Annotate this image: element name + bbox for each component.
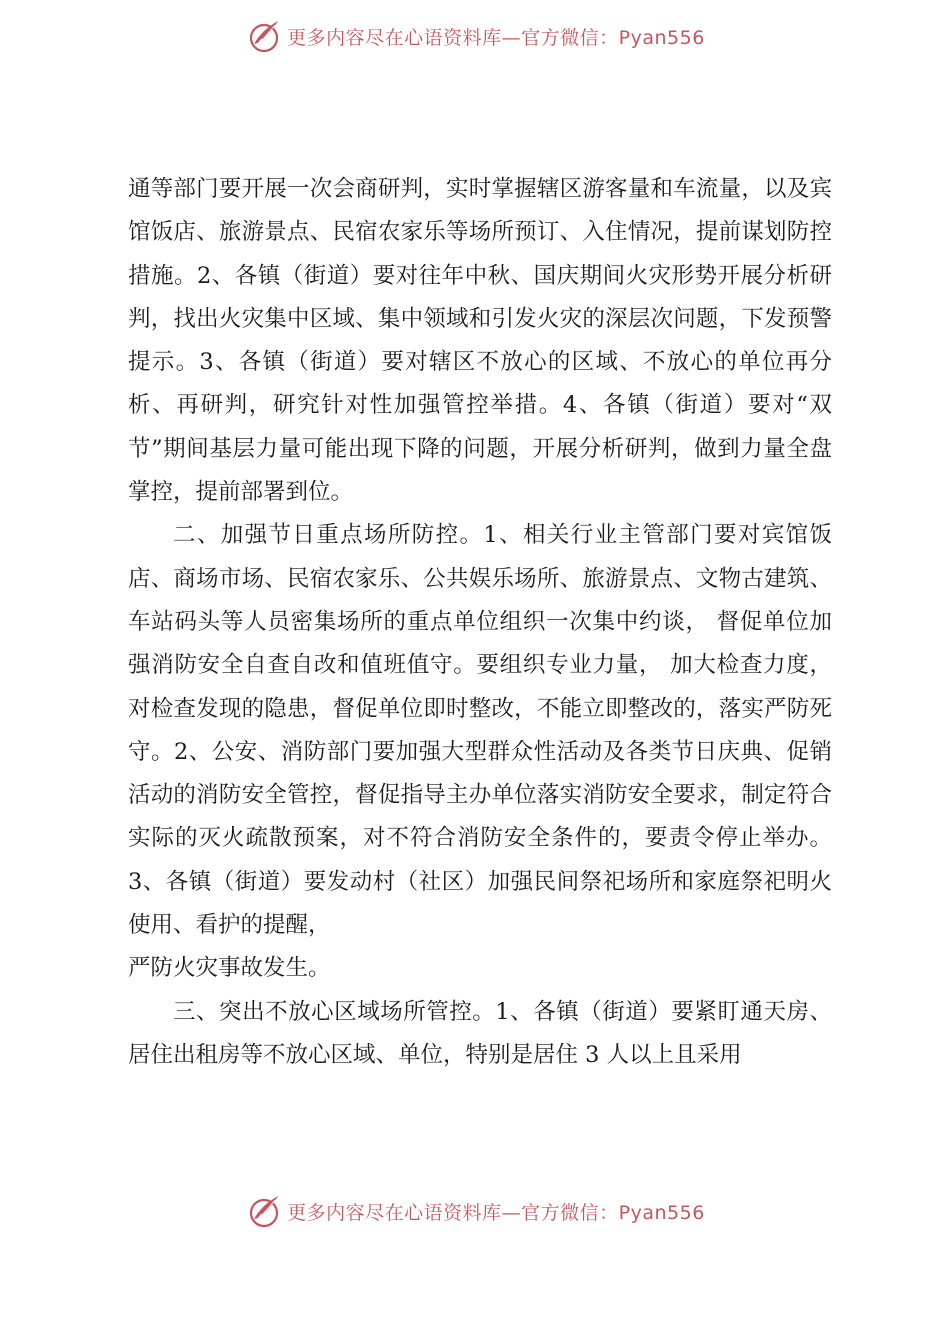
paragraph-2: 二、加强节日重点场所防控。1、相关行业主管部门要对宾馆饭店、商场市场、民宿农家乐、公共娱乐场所、旅游景点、文物古建筑、车站码头等人员密集场所的重点单位组织一次集中约谈， 督促单位加强消防安全自查自改和值班值守。要组织专业力量， 加大检查力度，对检查发现的隐患，督促单位即时整改，不能立即整改的，落实严防死守。2、公安、消防部门要加强大型群众性活动及各类节日庆典、促销活动的消防安全管控，督促指导主办单位落实消防安全要求，制定符合实际的灭火疏散预案，对不符合消防安全条件的，要责令停止举办。3、各镇（街道）要发动村（社区）加强民间祭祀场所和家庭祭祀明火使用、看护的提醒，	[128, 522, 832, 939]
feather-pen-circle-icon	[245, 1192, 283, 1230]
banner-text: 更多内容尽在心语资料库—官方微信：Pyan556	[287, 1201, 705, 1224]
wechat-id: Pyan556	[618, 1201, 705, 1224]
paragraph-2-continuation: 严防火灾事故发生。	[128, 955, 331, 982]
feather-pen-circle-icon	[245, 17, 283, 55]
header-banner	[0, 14, 950, 58]
paragraph-3: 三、突出不放心区域场所管控。1、各镇（街道）要紧盯通天房、居住出租房等不放心区域、单位，特别是居住 3 人以上且采用	[128, 998, 832, 1068]
document-body	[128, 168, 832, 1077]
wechat-id: Pyan556	[618, 26, 705, 49]
banner-text: 更多内容尽在心语资料库—官方微信：Pyan556	[287, 26, 705, 49]
paragraph-1: 通等部门要开展一次会商研判，实时掌握辖区游客量和车流量，以及宾馆饭店、旅游景点、民宿农家乐等场所预订、入住情况，提前谋划防控措施。2、各镇（街道）要对往年中秋、国庆期间火灾形势开展分析研判，找出火灾集中区域、集中领域和引发火灾的深层次问题，下发预警提示。3、各镇（街道）要对辖区不放心的区域、不放心的单位再分析、再研判，研究针对性加强管控举措。4、各镇（街道）要对“双节”期间基层力量可能出现下降的问题，开展分析研判，做到力量全盘掌控，提前部署到位。	[128, 176, 832, 506]
footer-banner	[0, 1189, 950, 1233]
